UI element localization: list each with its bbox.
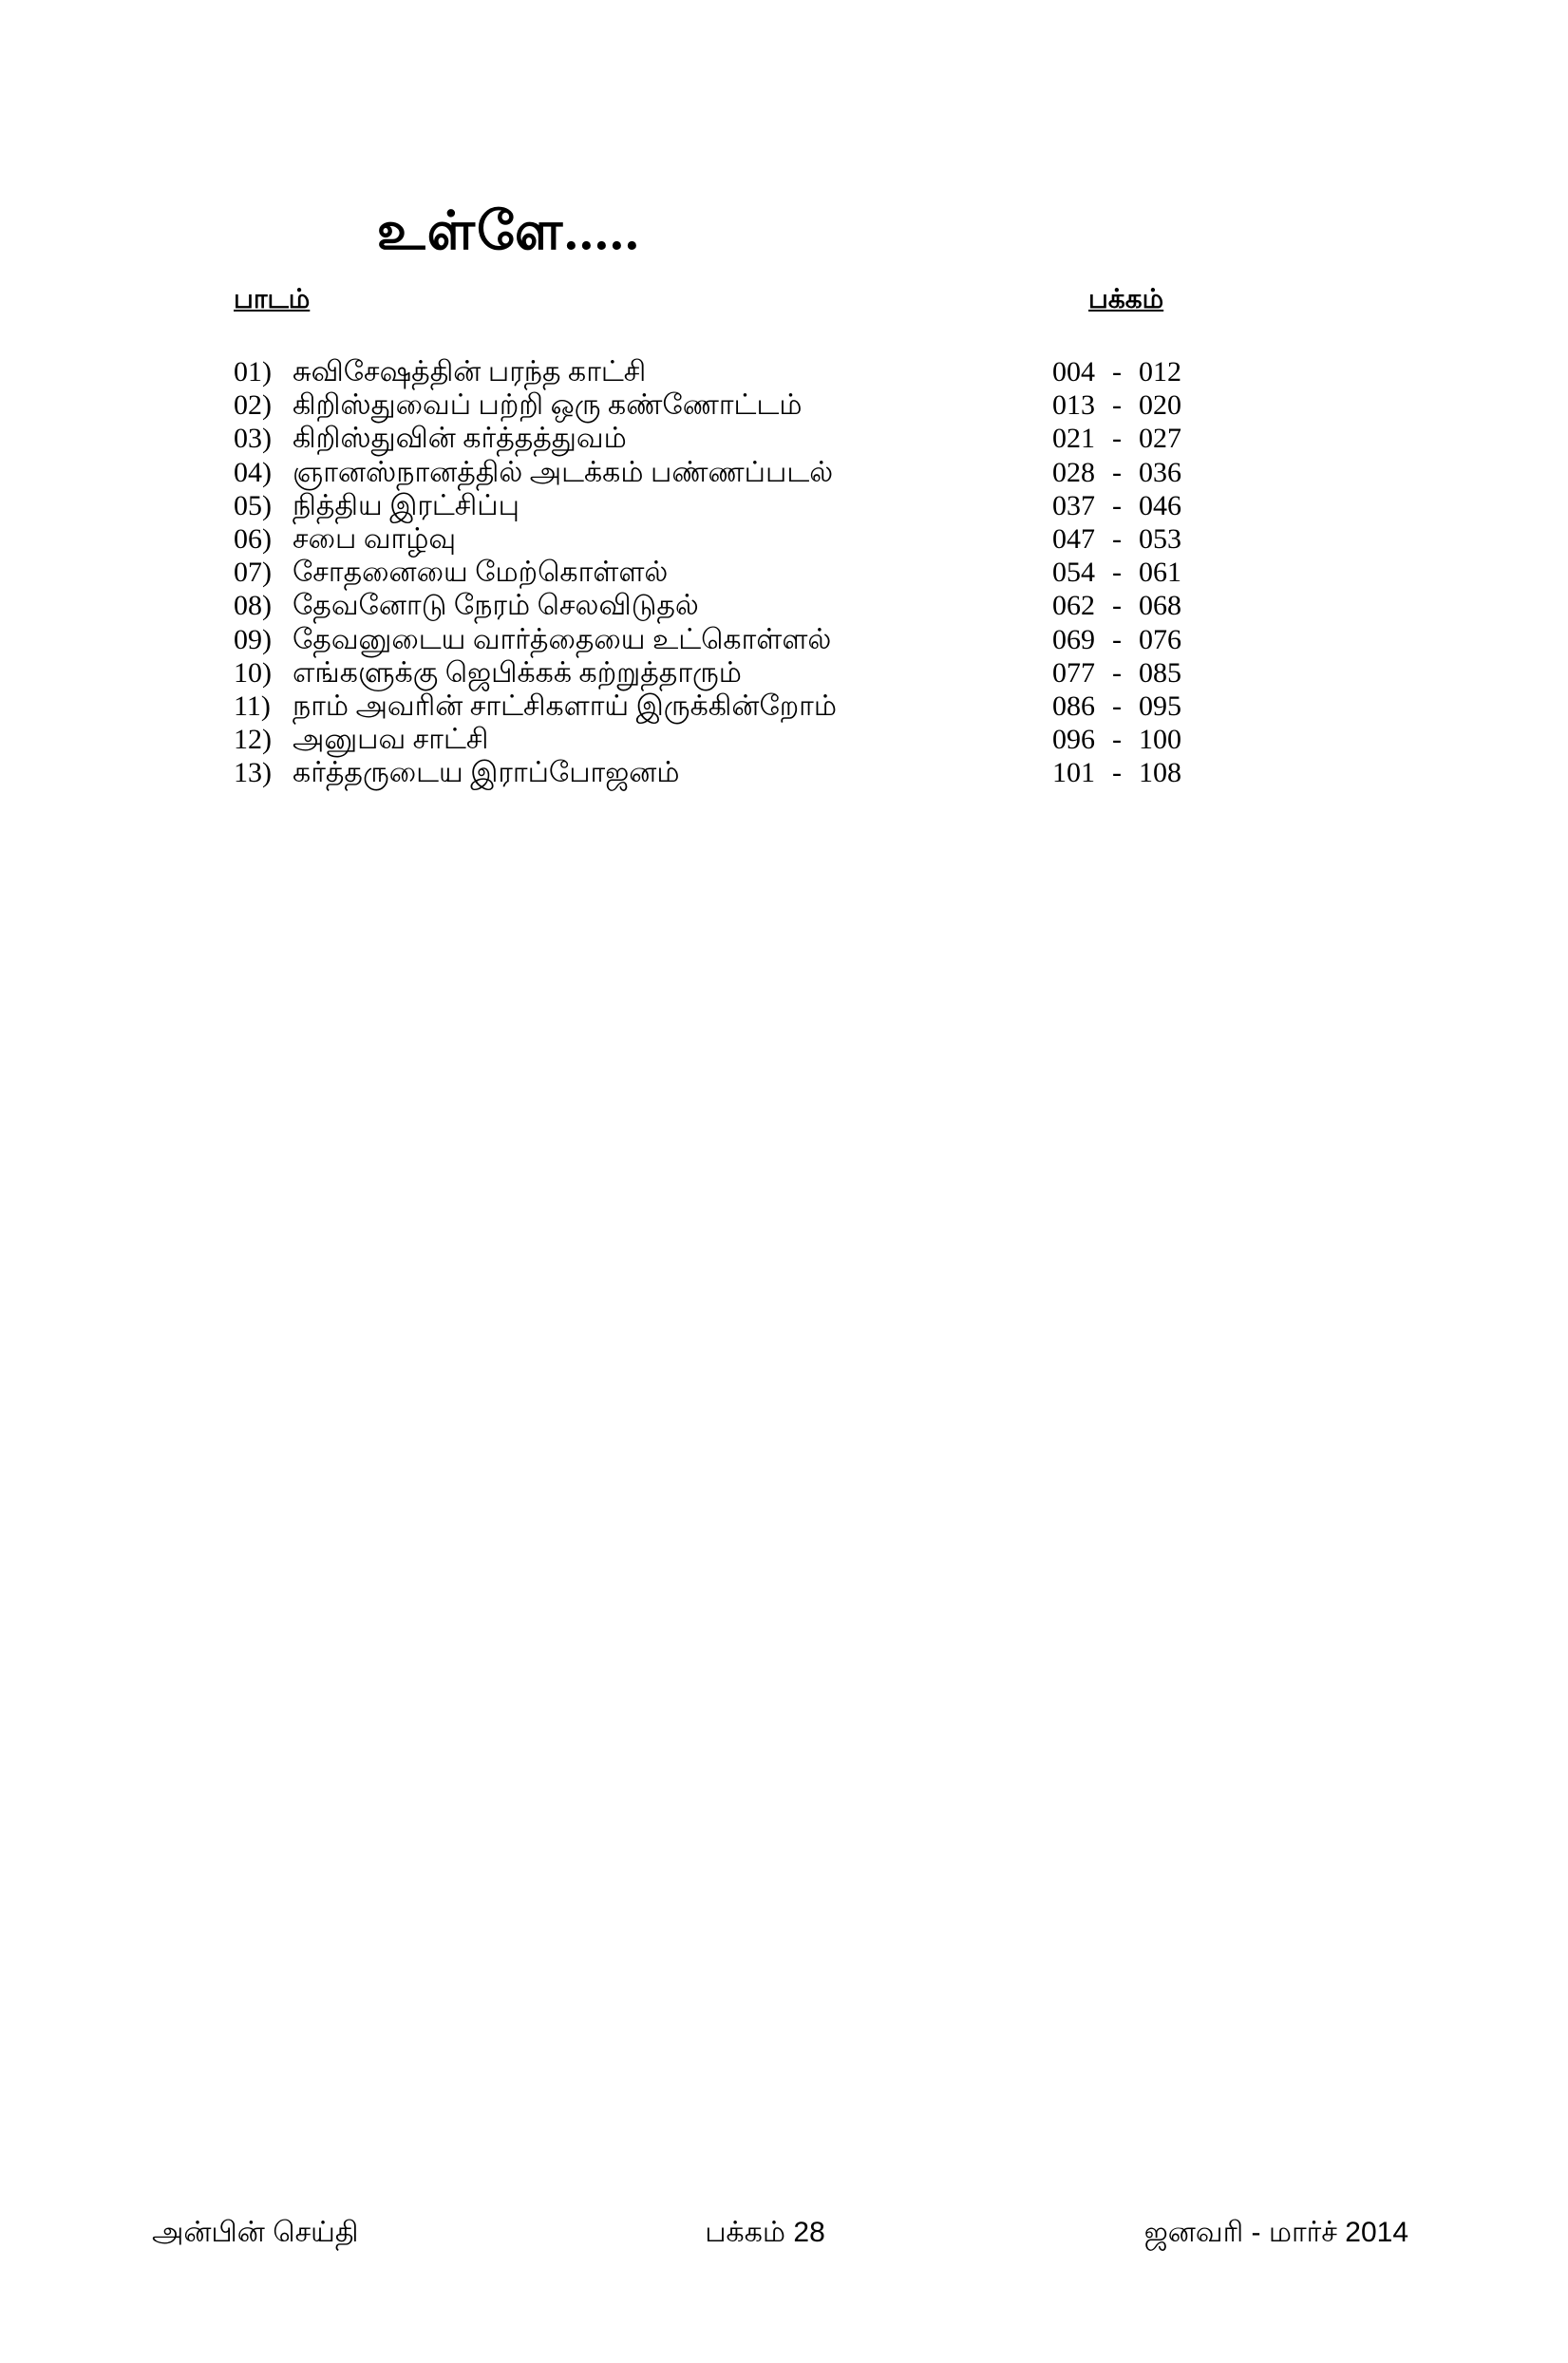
toc-title: நாம் அவரின் சாட்சிகளாய் இருக்கின்றோம் (293, 690, 837, 722)
toc-number: 08) (234, 590, 272, 622)
page-column-header: பக்கம் (1088, 285, 1164, 314)
toc-end-page: 100 (1139, 724, 1181, 756)
toc-title: சபை வாழ்வு (293, 522, 457, 555)
toc-end-page: 046 (1139, 489, 1181, 521)
toc-page-range (1052, 656, 1181, 690)
toc-title: கிறிஸ்துவைப் பற்றி ஒரு கண்ணோட்டம் (293, 389, 803, 422)
toc-title: ஞானஸ்நானத்தில் அடக்கம் பண்ணப்படல் (293, 456, 834, 488)
toc-range-separator: - (1112, 690, 1122, 722)
toc-end-page: 053 (1139, 522, 1181, 555)
toc-page-range (1052, 723, 1181, 756)
toc-range-separator: - (1112, 356, 1122, 388)
footer-issue-date: ஜனவரி - மார்ச் 2014 (1143, 2217, 1408, 2248)
toc-start-page: 077 (1052, 656, 1095, 689)
toc-title: கிறிஸ்துவின் கர்த்தத்துவம் (293, 423, 627, 455)
toc-end-page: 095 (1139, 690, 1181, 722)
toc-row (234, 489, 1202, 522)
toc-range-separator: - (1112, 623, 1122, 655)
toc-range-separator: - (1112, 656, 1122, 689)
toc-title: தேவனோடு நேரம் செலவிடுதல் (293, 590, 699, 622)
toc-start-page: 021 (1052, 423, 1095, 455)
toc-start-page: 028 (1052, 456, 1095, 488)
toc-end-page: 085 (1139, 656, 1181, 689)
toc-row (234, 589, 1202, 622)
toc-page-range (1052, 623, 1181, 656)
table-of-contents (234, 355, 1202, 789)
toc-number: 10) (234, 656, 272, 689)
toc-start-page: 062 (1052, 590, 1095, 622)
toc-title: தேவனுடைய வார்த்தையை உட்கொள்ளல் (293, 623, 832, 655)
toc-start-page: 013 (1052, 389, 1095, 422)
toc-row (234, 623, 1202, 656)
toc-page-range (1052, 522, 1181, 556)
toc-row (234, 556, 1202, 589)
toc-range-separator: - (1112, 389, 1122, 422)
toc-number: 11) (234, 690, 271, 722)
toc-row (234, 522, 1202, 556)
toc-start-page: 096 (1052, 724, 1095, 756)
toc-number: 12) (234, 724, 272, 756)
toc-range-separator: - (1112, 489, 1122, 521)
toc-page-range (1052, 388, 1181, 422)
toc-page-range (1052, 456, 1181, 489)
footer-page-number: பக்கம் 28 (705, 2217, 825, 2248)
toc-start-page: 101 (1052, 757, 1095, 789)
toc-number: 13) (234, 757, 272, 789)
toc-page-range (1052, 589, 1181, 622)
toc-page-range (1052, 489, 1181, 522)
toc-row (234, 422, 1202, 455)
toc-number: 02) (234, 389, 272, 422)
toc-range-separator: - (1112, 757, 1122, 789)
toc-number: 06) (234, 522, 272, 555)
toc-row (234, 456, 1202, 489)
toc-row (234, 756, 1202, 789)
lesson-column-header: பாடம் (234, 285, 311, 314)
toc-row (234, 656, 1202, 690)
toc-range-separator: - (1112, 423, 1122, 455)
toc-end-page: 012 (1139, 356, 1181, 388)
toc-page-range (1052, 690, 1181, 723)
footer-publication-name: அன்பின் செய்தி (152, 2217, 359, 2248)
toc-number: 09) (234, 623, 272, 655)
toc-number: 01) (234, 356, 272, 388)
toc-row (234, 355, 1202, 388)
page-title: உள்ளே..... (376, 202, 641, 261)
toc-title: எங்களுக்கு ஜெபிக்கக் கற்றுத்தாரும் (293, 656, 742, 689)
toc-end-page: 068 (1139, 590, 1181, 622)
toc-end-page: 036 (1139, 456, 1181, 488)
toc-end-page: 108 (1139, 757, 1181, 789)
toc-end-page: 061 (1139, 557, 1181, 589)
toc-row (234, 388, 1202, 422)
toc-title: நித்திய இரட்சிப்பு (293, 489, 520, 521)
toc-start-page: 004 (1052, 356, 1095, 388)
toc-page-range (1052, 556, 1181, 589)
toc-row (234, 690, 1202, 723)
toc-start-page: 069 (1052, 623, 1095, 655)
toc-title: சோதனையை மேற்கொள்ளல் (293, 557, 669, 589)
toc-number: 05) (234, 489, 272, 521)
toc-range-separator: - (1112, 522, 1122, 555)
toc-range-separator: - (1112, 557, 1122, 589)
toc-number: 04) (234, 456, 272, 488)
toc-end-page: 027 (1139, 423, 1181, 455)
toc-start-page: 086 (1052, 690, 1095, 722)
toc-page-range (1052, 422, 1181, 455)
toc-start-page: 054 (1052, 557, 1095, 589)
toc-number: 07) (234, 557, 272, 589)
toc-end-page: 020 (1139, 389, 1181, 422)
toc-range-separator: - (1112, 590, 1122, 622)
toc-page-range (1052, 355, 1181, 388)
toc-range-separator: - (1112, 724, 1122, 756)
toc-range-separator: - (1112, 456, 1122, 488)
toc-start-page: 047 (1052, 522, 1095, 555)
toc-number: 03) (234, 423, 272, 455)
toc-page-range (1052, 756, 1181, 789)
toc-start-page: 037 (1052, 489, 1095, 521)
toc-row (234, 723, 1202, 756)
toc-title: சுவிசேஷத்தின் பரந்த காட்சி (293, 356, 647, 388)
toc-end-page: 076 (1139, 623, 1181, 655)
toc-title: அனுபவ சாட்சி (293, 724, 489, 756)
toc-title: கர்த்தருடைய இராப்போஜனம் (293, 757, 680, 789)
